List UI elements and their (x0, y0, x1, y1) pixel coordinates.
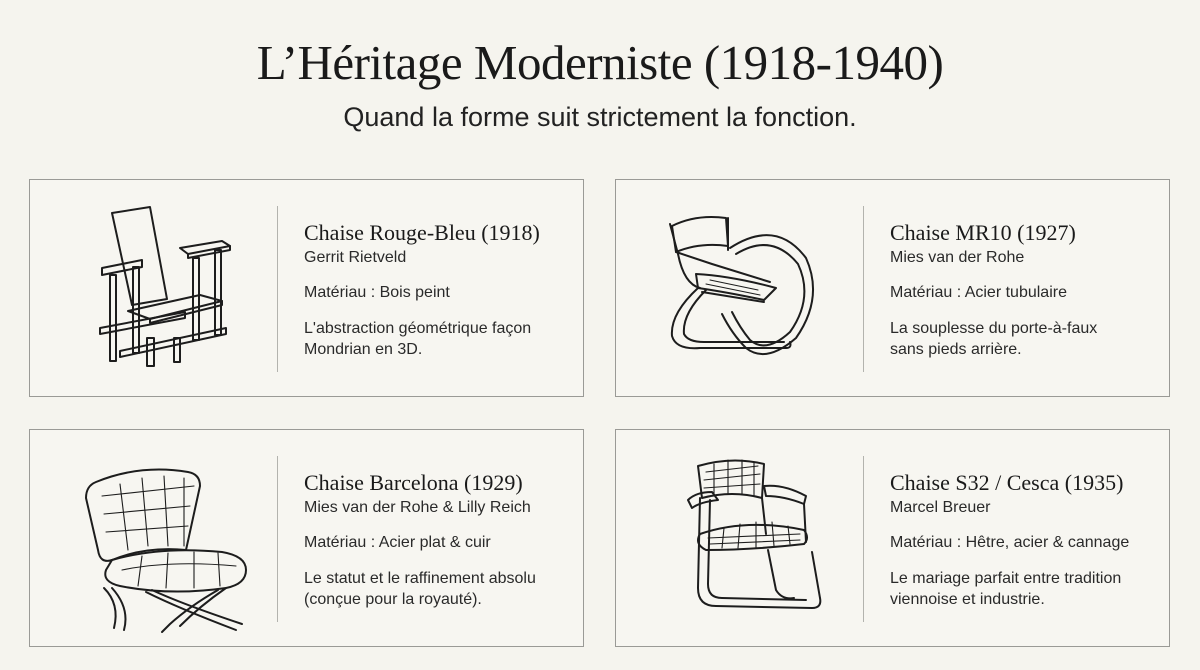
barcelona-chair-illustration (50, 438, 270, 638)
chair-material: Matériau : Acier plat & cuir (304, 534, 491, 552)
chair-name: Chaise Rouge-Bleu (1918) (304, 220, 540, 245)
chair-card-text (304, 220, 574, 361)
chair-description: La souplesse du porte-à-faux sans pieds arrière. (890, 320, 1098, 359)
chair-description: Le mariage parfait entre tradition viennoise et industrie. (890, 570, 1122, 609)
chair-card-mr10 (615, 179, 1170, 397)
chair-card-text (890, 470, 1160, 611)
chair-description: L'abstraction géométrique façon Mondrian en 3D. (304, 320, 532, 359)
card-divider (277, 206, 278, 372)
chair-card-text (890, 220, 1160, 361)
chair-name: Chaise MR10 (1927) (890, 220, 1076, 245)
card-divider (277, 456, 278, 622)
page-subtitle: Quand la forme suit strictement la fonction. (343, 102, 857, 132)
page-title: L’Héritage Moderniste (1918-1940) (256, 35, 944, 90)
chair-material: Matériau : Hêtre, acier & cannage (890, 534, 1130, 552)
card-divider (863, 456, 864, 622)
cesca-chair-illustration (636, 438, 856, 638)
mr10-chair-illustration (636, 188, 856, 388)
chair-card-red-blue (29, 179, 584, 397)
chair-card-text (304, 470, 574, 611)
card-divider (863, 206, 864, 372)
chair-designer: Marcel Breuer (890, 499, 991, 517)
chair-material: Matériau : Bois peint (304, 284, 450, 302)
chair-designer: Mies van der Rohe (890, 249, 1025, 267)
chair-description: Le statut et le raffinement absolu (conçue pour la royauté). (304, 570, 536, 609)
chair-designer: Gerrit Rietveld (304, 249, 407, 267)
chair-name: Chaise S32 / Cesca (1935) (890, 470, 1124, 495)
chair-card-barcelona (29, 429, 584, 647)
chair-material: Matériau : Acier tubulaire (890, 284, 1067, 302)
chair-name: Chaise Barcelona (1929) (304, 470, 523, 495)
chair-card-cesca (615, 429, 1170, 647)
chair-designer: Mies van der Rohe & Lilly Reich (304, 499, 531, 517)
red-blue-chair-illustration (50, 188, 270, 388)
